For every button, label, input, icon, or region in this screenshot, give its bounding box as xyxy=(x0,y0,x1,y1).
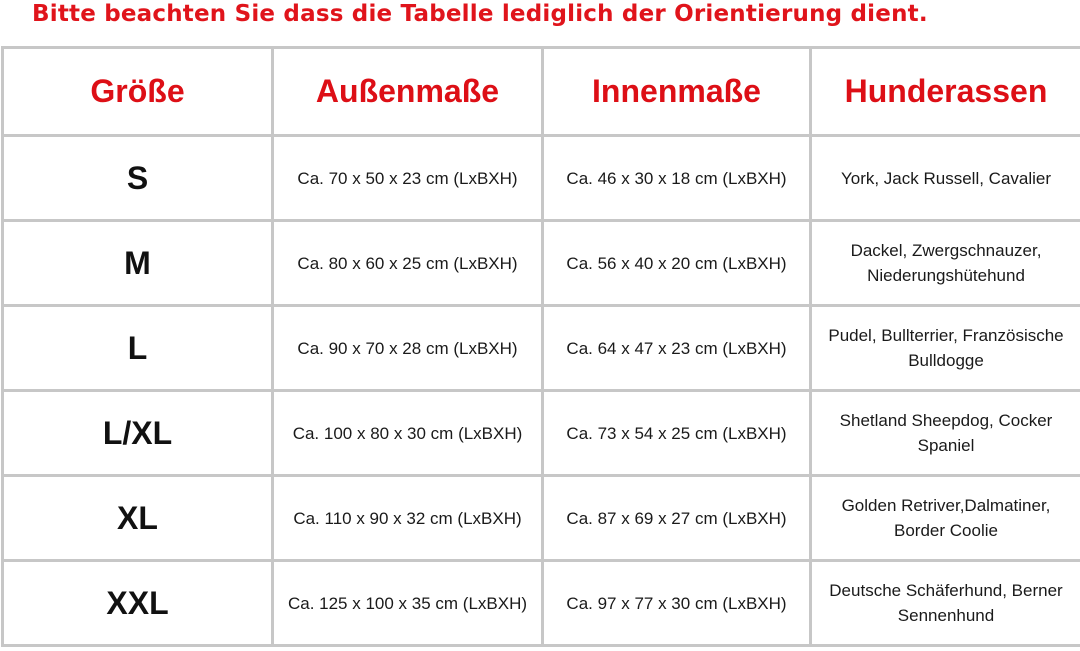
table-row xyxy=(3,561,1080,646)
outer-dimensions-cell: Ca. 110 x 90 x 32 cm (LxBXH) xyxy=(273,476,543,561)
outer-dimensions-cell: Ca. 90 x 70 x 28 cm (LxBXH) xyxy=(273,306,543,391)
header-dog-breeds: Hunderassen xyxy=(811,48,1080,136)
table-row xyxy=(3,136,1080,221)
size-cell: XL xyxy=(3,476,273,561)
table-row xyxy=(3,476,1080,561)
outer-dimensions-cell: Ca. 100 x 80 x 30 cm (LxBXH) xyxy=(273,391,543,476)
table-row xyxy=(3,221,1080,306)
header-outer-dimensions: Außenmaße xyxy=(273,48,543,136)
size-cell: L/XL xyxy=(3,391,273,476)
breeds-cell: Dackel, Zwergschnauzer, Niederungshütehund xyxy=(811,221,1080,306)
notice-text: Bitte beachten Sie dass die Tabelle lediglich der Orientierung dient. xyxy=(32,1,928,27)
table-header-row xyxy=(3,48,1080,136)
breeds-cell: Golden Retriver,Dalmatiner, Border Coolie xyxy=(811,476,1080,561)
size-cell: S xyxy=(3,136,273,221)
inner-dimensions-cell: Ca. 87 x 69 x 27 cm (LxBXH) xyxy=(543,476,811,561)
outer-dimensions-cell: Ca. 70 x 50 x 23 cm (LxBXH) xyxy=(273,136,543,221)
size-cell: L xyxy=(3,306,273,391)
outer-dimensions-cell: Ca. 125 x 100 x 35 cm (LxBXH) xyxy=(273,561,543,646)
breeds-cell: Pudel, Bullterrier, Französische Bulldogge xyxy=(811,306,1080,391)
inner-dimensions-cell: Ca. 97 x 77 x 30 cm (LxBXH) xyxy=(543,561,811,646)
table-row xyxy=(3,306,1080,391)
size-cell: M xyxy=(3,221,273,306)
header-inner-dimensions: Innenmaße xyxy=(543,48,811,136)
size-cell: XXL xyxy=(3,561,273,646)
inner-dimensions-cell: Ca. 46 x 30 x 18 cm (LxBXH) xyxy=(543,136,811,221)
breeds-cell: Deutsche Schäferhund, Berner Sennenhund xyxy=(811,561,1080,646)
inner-dimensions-cell: Ca. 56 x 40 x 20 cm (LxBXH) xyxy=(543,221,811,306)
inner-dimensions-cell: Ca. 64 x 47 x 23 cm (LxBXH) xyxy=(543,306,811,391)
breeds-cell: York, Jack Russell, Cavalier xyxy=(811,136,1080,221)
outer-dimensions-cell: Ca. 80 x 60 x 25 cm (LxBXH) xyxy=(273,221,543,306)
table-row xyxy=(3,391,1080,476)
breeds-cell: Shetland Sheepdog, Cocker Spaniel xyxy=(811,391,1080,476)
size-table xyxy=(1,46,1080,647)
inner-dimensions-cell: Ca. 73 x 54 x 25 cm (LxBXH) xyxy=(543,391,811,476)
header-size: Größe xyxy=(3,48,273,136)
